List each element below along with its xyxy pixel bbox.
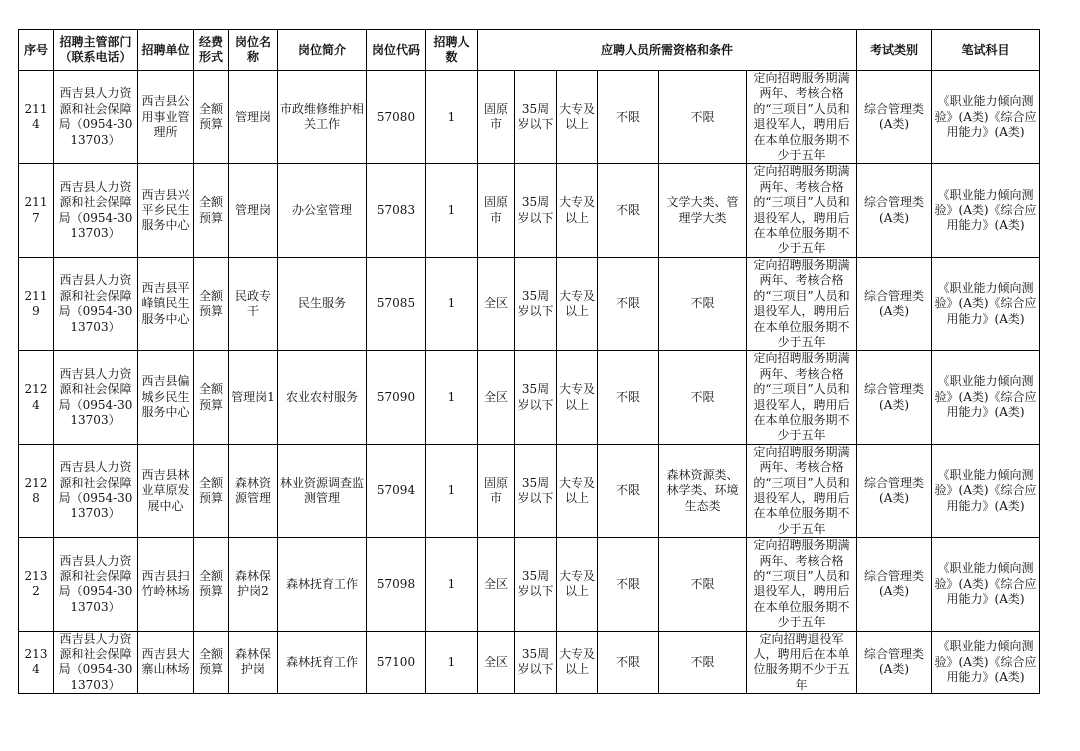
table-row xyxy=(19,164,1040,257)
cell-fund: 全额预算 xyxy=(194,71,229,164)
cell-subj: 《职业能力倾向测验》(A类)《综合应用能力》(A类) xyxy=(932,257,1040,350)
cell-unit: 西吉县兴平乡民生服务中心 xyxy=(138,164,194,257)
cell-count: 1 xyxy=(426,631,478,694)
cell-exam: 综合管理类(A类) xyxy=(857,444,932,537)
cell-c1: 不限 xyxy=(598,631,659,694)
cell-unit: 西吉县林业草原发展中心 xyxy=(138,444,194,537)
cell-major: 不限 xyxy=(659,71,747,164)
cell-age: 35周岁以下 xyxy=(515,257,557,350)
cell-code: 57083 xyxy=(367,164,426,257)
cell-age: 35周岁以下 xyxy=(515,538,557,631)
cell-post: 民政专干 xyxy=(229,257,278,350)
cell-seq: 2117 xyxy=(19,164,54,257)
cell-edu: 大专及以上 xyxy=(557,538,598,631)
cell-desc: 林业资源调查监测管理 xyxy=(278,444,367,537)
cell-dept: 西吉县人力资源和社会保障局（0954-3013703） xyxy=(54,164,138,257)
cell-major: 不限 xyxy=(659,257,747,350)
header-conditions: 应聘人员所需资格和条件 xyxy=(478,30,857,71)
table-row xyxy=(19,351,1040,444)
cell-exam: 综合管理类(A类) xyxy=(857,164,932,257)
cell-c1: 不限 xyxy=(598,257,659,350)
cell-extra: 定向招聘服务期满两年、考核合格的“三项目”人员和退役军人，聘用后在本单位服务期不少于五年 xyxy=(747,257,857,350)
cell-subj: 《职业能力倾向测验》(A类)《综合应用能力》(A类) xyxy=(932,631,1040,694)
cell-subj: 《职业能力倾向测验》(A类)《综合应用能力》(A类) xyxy=(932,538,1040,631)
cell-fund: 全额预算 xyxy=(194,351,229,444)
cell-dept: 西吉县人力资源和社会保障局（0954-3013703） xyxy=(54,538,138,631)
cell-desc: 农业农村服务 xyxy=(278,351,367,444)
cell-extra: 定向招聘服务期满两年、考核合格的“三项目”人员和退役军人，聘用后在本单位服务期不少于五年 xyxy=(747,538,857,631)
header-unit: 招聘单位 xyxy=(138,30,194,71)
cell-post: 管理岗 xyxy=(229,164,278,257)
cell-edu: 大专及以上 xyxy=(557,164,598,257)
cell-area: 固原市 xyxy=(478,164,515,257)
cell-count: 1 xyxy=(426,538,478,631)
header-post-name: 岗位名称 xyxy=(229,30,278,71)
table-row xyxy=(19,71,1040,164)
cell-post: 森林资源管理 xyxy=(229,444,278,537)
cell-area: 固原市 xyxy=(478,71,515,164)
cell-unit: 西吉县公用事业管理所 xyxy=(138,71,194,164)
cell-edu: 大专及以上 xyxy=(557,444,598,537)
cell-major: 不限 xyxy=(659,351,747,444)
cell-area: 全区 xyxy=(478,257,515,350)
cell-exam: 综合管理类(A类) xyxy=(857,631,932,694)
cell-subj: 《职业能力倾向测验》(A类)《综合应用能力》(A类) xyxy=(932,351,1040,444)
cell-desc: 市政维修维护相关工作 xyxy=(278,71,367,164)
cell-dept: 西吉县人力资源和社会保障局（0954-3013703） xyxy=(54,631,138,694)
cell-edu: 大专及以上 xyxy=(557,257,598,350)
cell-age: 35周岁以下 xyxy=(515,631,557,694)
cell-desc: 民生服务 xyxy=(278,257,367,350)
cell-code: 57094 xyxy=(367,444,426,537)
cell-code: 57085 xyxy=(367,257,426,350)
cell-age: 35周岁以下 xyxy=(515,351,557,444)
cell-c1: 不限 xyxy=(598,71,659,164)
cell-major: 不限 xyxy=(659,631,747,694)
cell-post: 森林保护岗 xyxy=(229,631,278,694)
cell-subj: 《职业能力倾向测验》(A类)《综合应用能力》(A类) xyxy=(932,164,1040,257)
cell-code: 57090 xyxy=(367,351,426,444)
cell-seq: 2114 xyxy=(19,71,54,164)
cell-area: 固原市 xyxy=(478,444,515,537)
cell-c1: 不限 xyxy=(598,444,659,537)
cell-desc: 森林抚育工作 xyxy=(278,538,367,631)
cell-count: 1 xyxy=(426,351,478,444)
header-row xyxy=(19,30,1040,71)
cell-extra: 定向招聘服务期满两年、考核合格的“三项目”人员和退役军人，聘用后在本单位服务期不少于五年 xyxy=(747,71,857,164)
cell-age: 35周岁以下 xyxy=(515,71,557,164)
header-dept: 招聘主管部门（联系电话） xyxy=(54,30,138,71)
cell-subj: 《职业能力倾向测验》(A类)《综合应用能力》(A类) xyxy=(932,444,1040,537)
cell-fund: 全额预算 xyxy=(194,164,229,257)
header-post-desc: 岗位简介 xyxy=(278,30,367,71)
table-row xyxy=(19,538,1040,631)
cell-dept: 西吉县人力资源和社会保障局（0954-3013703） xyxy=(54,444,138,537)
table-row xyxy=(19,444,1040,537)
cell-count: 1 xyxy=(426,444,478,537)
cell-major: 文学大类、管理学大类 xyxy=(659,164,747,257)
cell-area: 全区 xyxy=(478,538,515,631)
cell-edu: 大专及以上 xyxy=(557,71,598,164)
cell-extra: 定向招聘服务期满两年、考核合格的“三项目”人员和退役军人，聘用后在本单位服务期不少于五年 xyxy=(747,444,857,537)
cell-unit: 西吉县平峰镇民生服务中心 xyxy=(138,257,194,350)
header-exam-type: 考试类别 xyxy=(857,30,932,71)
cell-edu: 大专及以上 xyxy=(557,631,598,694)
cell-seq: 2119 xyxy=(19,257,54,350)
cell-age: 35周岁以下 xyxy=(515,444,557,537)
cell-exam: 综合管理类(A类) xyxy=(857,538,932,631)
cell-desc: 森林抚育工作 xyxy=(278,631,367,694)
cell-c1: 不限 xyxy=(598,538,659,631)
cell-post: 森林保护岗2 xyxy=(229,538,278,631)
cell-age: 35周岁以下 xyxy=(515,164,557,257)
cell-area: 全区 xyxy=(478,631,515,694)
table-row xyxy=(19,257,1040,350)
cell-post: 管理岗 xyxy=(229,71,278,164)
cell-seq: 2128 xyxy=(19,444,54,537)
header-count: 招聘人数 xyxy=(426,30,478,71)
cell-c1: 不限 xyxy=(598,164,659,257)
header-post-code: 岗位代码 xyxy=(367,30,426,71)
cell-exam: 综合管理类(A类) xyxy=(857,71,932,164)
cell-edu: 大专及以上 xyxy=(557,351,598,444)
header-seq: 序号 xyxy=(19,30,54,71)
cell-extra: 定向招聘服务期满两年、考核合格的“三项目”人员和退役军人，聘用后在本单位服务期不少于五年 xyxy=(747,164,857,257)
cell-count: 1 xyxy=(426,71,478,164)
cell-desc: 办公室管理 xyxy=(278,164,367,257)
cell-extra: 定向招聘服务期满两年、考核合格的“三项目”人员和退役军人，聘用后在本单位服务期不少于五年 xyxy=(747,351,857,444)
cell-count: 1 xyxy=(426,164,478,257)
cell-fund: 全额预算 xyxy=(194,538,229,631)
cell-dept: 西吉县人力资源和社会保障局（0954-3013703） xyxy=(54,71,138,164)
cell-post: 管理岗1 xyxy=(229,351,278,444)
table-row xyxy=(19,631,1040,694)
cell-unit: 西吉县扫竹岭林场 xyxy=(138,538,194,631)
recruitment-table xyxy=(18,29,1040,694)
cell-code: 57100 xyxy=(367,631,426,694)
cell-exam: 综合管理类(A类) xyxy=(857,351,932,444)
cell-subj: 《职业能力倾向测验》(A类)《综合应用能力》(A类) xyxy=(932,71,1040,164)
header-subjects: 笔试科目 xyxy=(932,30,1040,71)
cell-code: 57080 xyxy=(367,71,426,164)
cell-seq: 2124 xyxy=(19,351,54,444)
cell-seq: 2134 xyxy=(19,631,54,694)
cell-dept: 西吉县人力资源和社会保障局（0954-3013703） xyxy=(54,351,138,444)
cell-area: 全区 xyxy=(478,351,515,444)
cell-dept: 西吉县人力资源和社会保障局（0954-3013703） xyxy=(54,257,138,350)
cell-fund: 全额预算 xyxy=(194,631,229,694)
cell-major: 森林资源类、林学类、环境生态类 xyxy=(659,444,747,537)
cell-exam: 综合管理类(A类) xyxy=(857,257,932,350)
cell-unit: 西吉县大寨山林场 xyxy=(138,631,194,694)
cell-code: 57098 xyxy=(367,538,426,631)
cell-unit: 西吉县偏城乡民生服务中心 xyxy=(138,351,194,444)
cell-major: 不限 xyxy=(659,538,747,631)
cell-seq: 2132 xyxy=(19,538,54,631)
cell-fund: 全额预算 xyxy=(194,257,229,350)
header-fund: 经费形式 xyxy=(194,30,229,71)
cell-extra: 定向招聘退役军人，聘用后在本单位服务期不少于五年 xyxy=(747,631,857,694)
cell-c1: 不限 xyxy=(598,351,659,444)
cell-fund: 全额预算 xyxy=(194,444,229,537)
cell-count: 1 xyxy=(426,257,478,350)
